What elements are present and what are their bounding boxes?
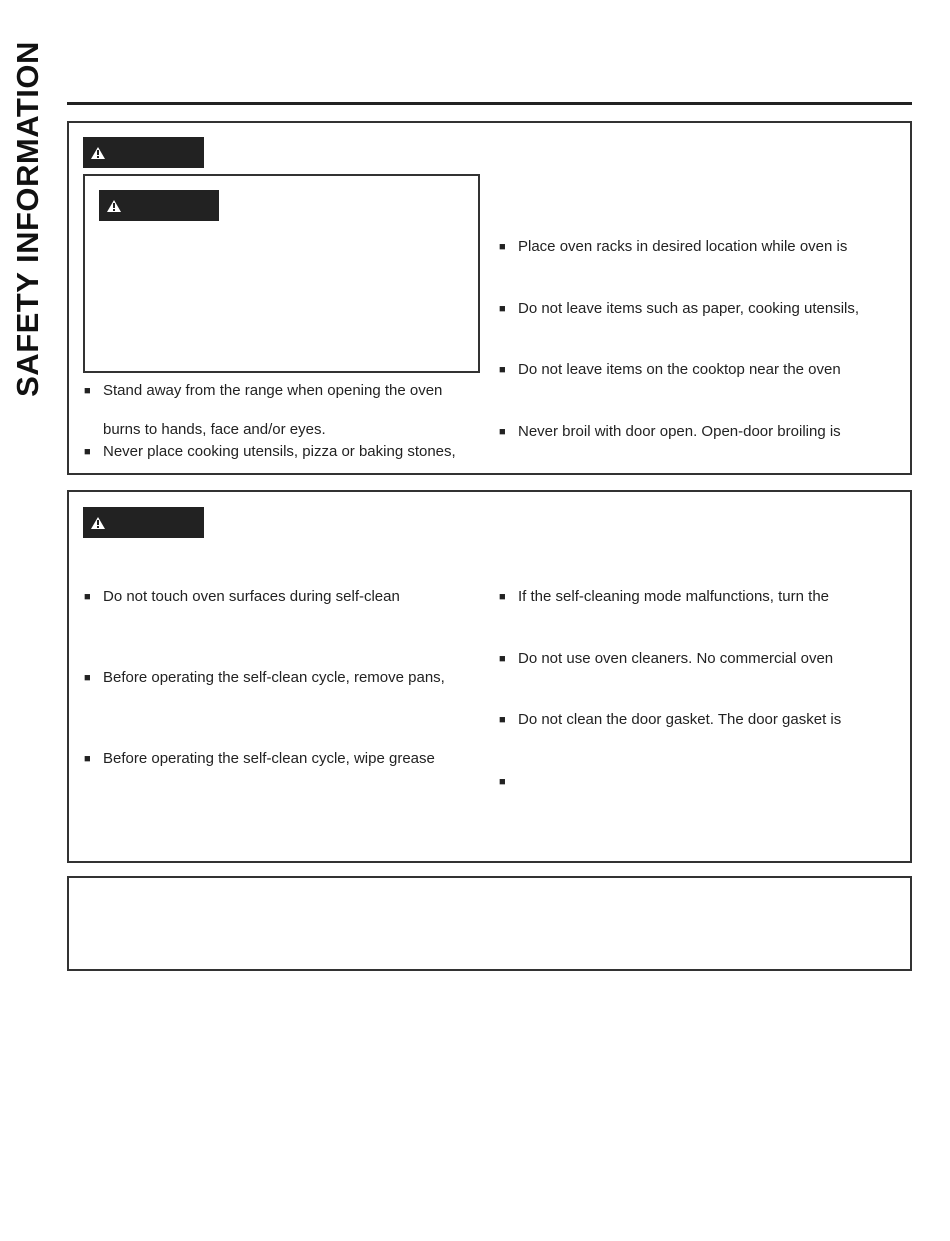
square-bullet-icon: ■ — [84, 591, 91, 603]
warning-badge — [83, 507, 204, 538]
info-panel — [67, 876, 912, 971]
square-bullet-icon: ■ — [499, 241, 506, 253]
warning-triangle-icon — [91, 147, 105, 159]
header-rule — [67, 102, 912, 105]
square-bullet-icon: ■ — [499, 653, 506, 665]
warning-triangle-icon — [107, 200, 121, 212]
square-bullet-icon: ■ — [84, 672, 91, 684]
side-section-title — [10, 38, 46, 400]
square-bullet-icon: ■ — [499, 303, 506, 315]
square-bullet-icon: ■ — [84, 753, 91, 765]
square-bullet-icon: ■ — [499, 426, 506, 438]
square-bullet-icon: ■ — [499, 776, 506, 788]
side-title-text: SAFETY INFORMATION — [10, 41, 45, 397]
square-bullet-icon: ■ — [499, 591, 506, 603]
warning-triangle-icon — [91, 517, 105, 529]
square-bullet-icon: ■ — [84, 446, 91, 458]
inner-warning-badge — [99, 190, 219, 221]
warning-badge — [83, 137, 204, 168]
square-bullet-icon: ■ — [499, 364, 506, 376]
square-bullet-icon: ■ — [499, 714, 506, 726]
list-item-continuation: burns to hands, face and/or eyes. — [103, 421, 326, 438]
square-bullet-icon: ■ — [84, 385, 91, 397]
